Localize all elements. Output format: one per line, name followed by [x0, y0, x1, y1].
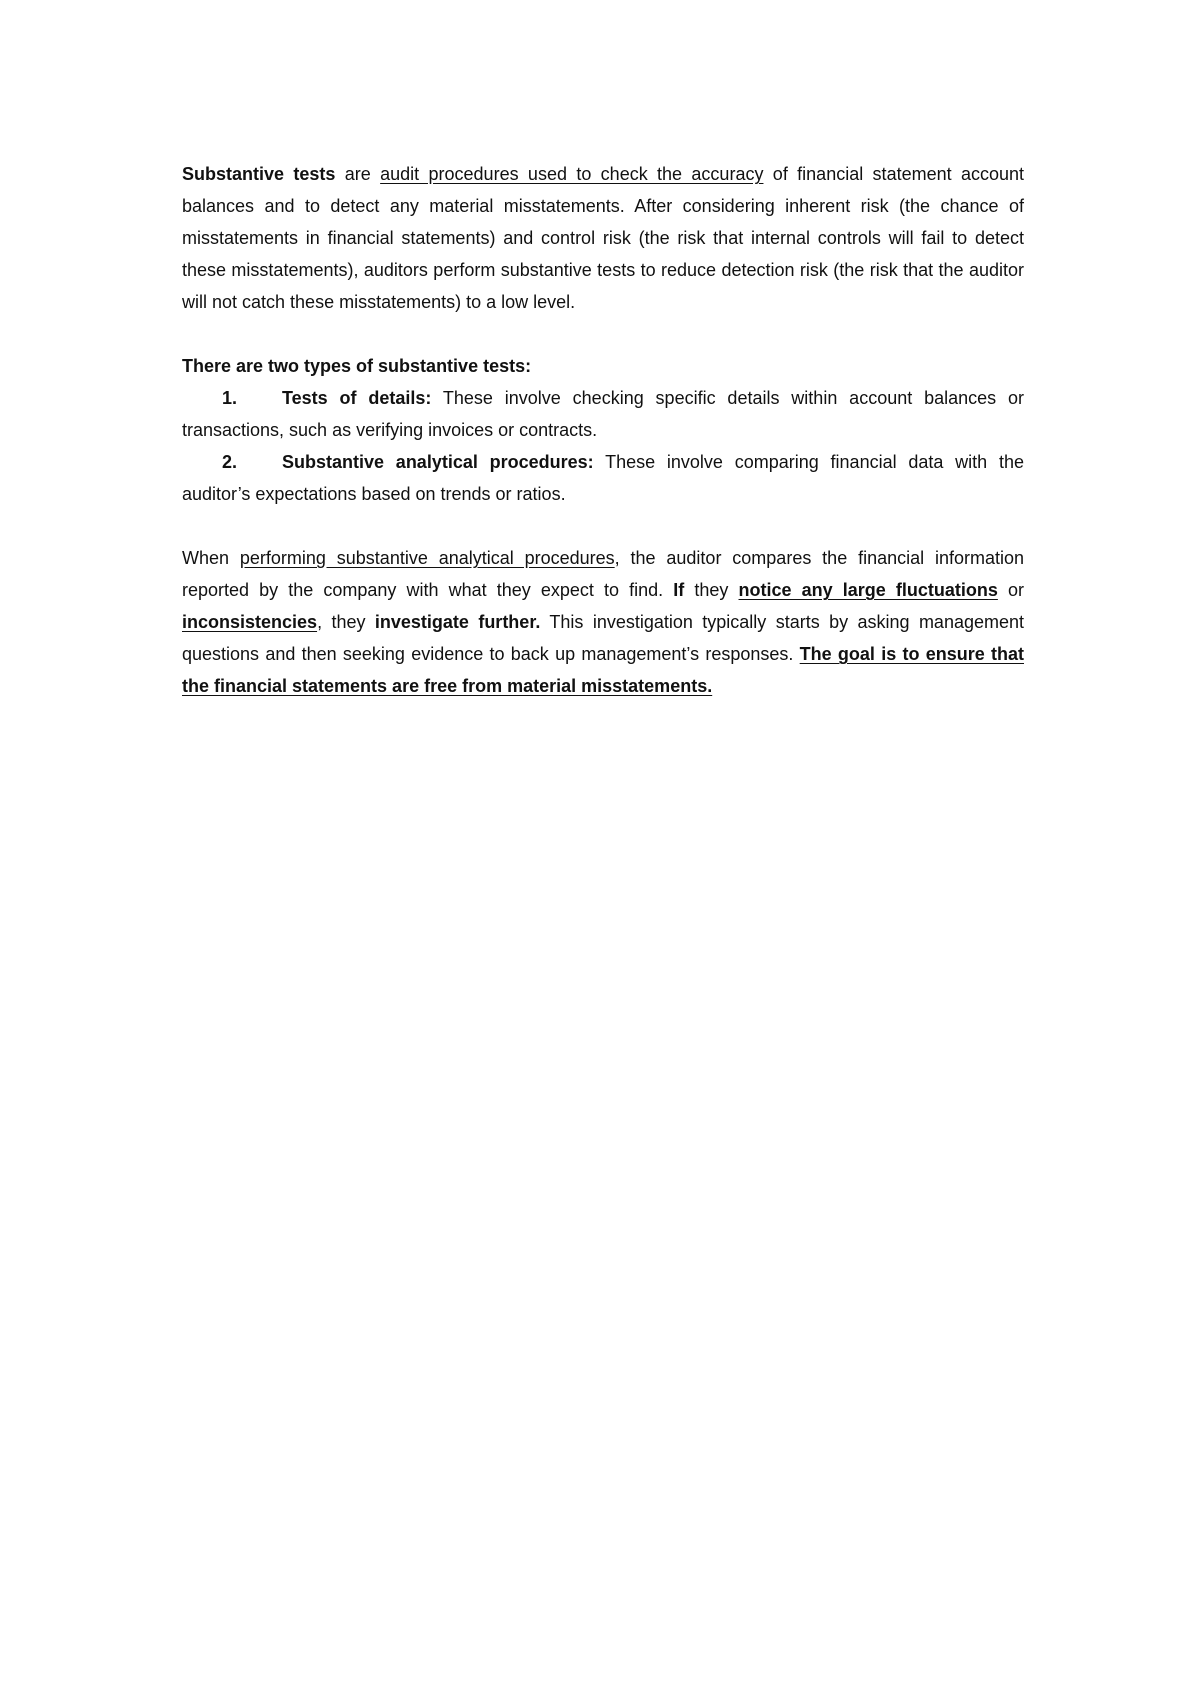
bold-phrase: investigate further.	[374, 612, 541, 632]
goal-statement: The goal is to ensure that the financial statements are free from material misstatements.	[182, 644, 1024, 696]
para-text: , they	[317, 612, 375, 632]
list-number: 2.	[222, 452, 238, 472]
underlined-phrase: performing substantive analytical procedures	[239, 548, 615, 568]
intro-text-1: are	[335, 164, 381, 184]
paragraph-spacer	[182, 318, 1024, 350]
underlined-definition: audit procedures used to check the accuracy	[380, 164, 764, 184]
types-heading: There are two types of substantive tests:	[182, 356, 532, 376]
list-item-tests-of-details	[182, 382, 1024, 446]
bold-underlined-word: inconsistencies	[182, 612, 318, 632]
list-item-title: Tests of details:	[282, 388, 432, 408]
intro-paragraph	[182, 158, 1024, 318]
list-number: 1.	[222, 388, 238, 408]
paragraph-spacer	[182, 510, 1024, 542]
para-text: or	[997, 580, 1024, 600]
para-text: they	[684, 580, 739, 600]
list-item-text: These involve comparing financial data with the auditor’s expectations based on trends or ratios.	[182, 452, 1024, 504]
para-text: When	[182, 548, 240, 568]
list-item-text: These involve checking specific details within account balances or transactions, such as verifying invoices or contracts.	[182, 388, 1024, 440]
para-text: , the auditor compares the financial information reported by the company with what they expect to find.	[182, 548, 1025, 600]
list-item-title: Substantive analytical procedures:	[282, 452, 594, 472]
analytical-procedures-paragraph	[182, 542, 1024, 702]
list-item-analytical-procedures	[182, 446, 1024, 510]
intro-text-2: of financial statement account balances and to detect any material misstatements. After considering inherent risk (the chance of misstatements in financial statements) and control risk (the risk that internal controls will fail to detect these misstatements), auditors perform substantive tests to reduce detection risk (the risk that the auditor will not catch these misstatements) to a low level.	[182, 164, 1024, 312]
bold-underlined-phrase: notice any large fluctuations	[738, 580, 998, 600]
document-body	[182, 158, 1024, 702]
term-substantive-tests: Substantive tests	[182, 164, 336, 184]
para-text: This investigation typically starts by asking management questions and then seeking evidence to back up management’s responses.	[182, 612, 1025, 664]
bold-word: If	[673, 580, 685, 600]
